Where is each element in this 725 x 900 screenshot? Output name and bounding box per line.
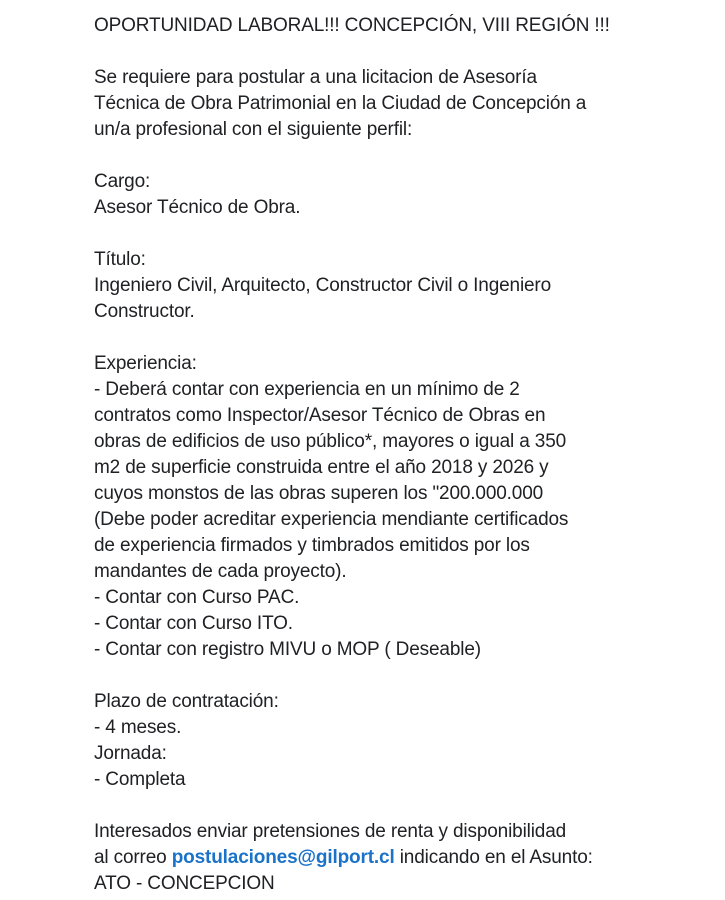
contact-line: Interesados enviar pretensiones de renta y disponibilidad bbox=[94, 821, 567, 842]
jornada-value: - Completa bbox=[94, 769, 186, 790]
cargo-value: Asesor Técnico de Obra. bbox=[94, 197, 301, 218]
email-link[interactable]: postulaciones@gilport.cl bbox=[171, 847, 395, 868]
experiencia-line: obras de edificios de uso público*, mayores o igual a 350 bbox=[94, 431, 567, 452]
experiencia-line: - Contar con Curso PAC. bbox=[94, 587, 300, 608]
job-posting bbox=[94, 13, 714, 897]
experiencia-line: m2 de superficie construida entre el año 2018 y 2026 y bbox=[94, 457, 549, 478]
posting-title: OPORTUNIDAD LABORAL!!! CONCEPCIÓN, VIII REGIÓN !!! bbox=[94, 15, 610, 36]
experiencia-label: Experiencia: bbox=[94, 353, 197, 374]
experiencia-line: mandantes de cada proyecto). bbox=[94, 561, 347, 582]
plazo-label: Plazo de contratación: bbox=[94, 691, 279, 712]
cargo-label: Cargo: bbox=[94, 171, 151, 192]
spacer bbox=[94, 663, 714, 689]
spacer bbox=[94, 221, 714, 247]
contact-email-line bbox=[94, 845, 714, 871]
titulo-line: Constructor. bbox=[94, 301, 195, 322]
contact-prefix: al correo bbox=[94, 847, 172, 868]
experiencia-line: de experiencia firmados y timbrados emitidos por los bbox=[94, 535, 530, 556]
intro-line: un/a profesional con el siguiente perfil: bbox=[94, 119, 413, 140]
experiencia-line: - Deberá contar con experiencia en un mínimo de 2 bbox=[94, 379, 520, 400]
plazo-value: - 4 meses. bbox=[94, 717, 182, 738]
jornada-label: Jornada: bbox=[94, 743, 167, 764]
titulo-label: Título: bbox=[94, 249, 146, 270]
spacer bbox=[94, 325, 714, 351]
experiencia-line: cuyos monstos de las obras superen los "200.000.000 bbox=[94, 483, 544, 504]
titulo-line: Ingeniero Civil, Arquitecto, Constructor Civil o Ingeniero bbox=[94, 275, 552, 296]
spacer bbox=[94, 143, 714, 169]
experiencia-line: - Contar con Curso ITO. bbox=[94, 613, 293, 634]
experiencia-line: contratos como Inspector/Asesor Técnico de Obras en bbox=[94, 405, 546, 426]
experiencia-line: (Debe poder acreditar experiencia mendiante certificados bbox=[94, 509, 569, 530]
intro-line: Se requiere para postular a una licitacion de Asesoría bbox=[94, 67, 537, 88]
contact-subject: ATO - CONCEPCION bbox=[94, 873, 275, 894]
spacer bbox=[94, 39, 714, 65]
spacer bbox=[94, 793, 714, 819]
experiencia-line: - Contar con registro MIVU o MOP ( Deseable) bbox=[94, 639, 481, 660]
contact-suffix: indicando en el Asunto: bbox=[394, 847, 593, 868]
intro-line: Técnica de Obra Patrimonial en la Ciudad de Concepción a bbox=[94, 93, 587, 114]
